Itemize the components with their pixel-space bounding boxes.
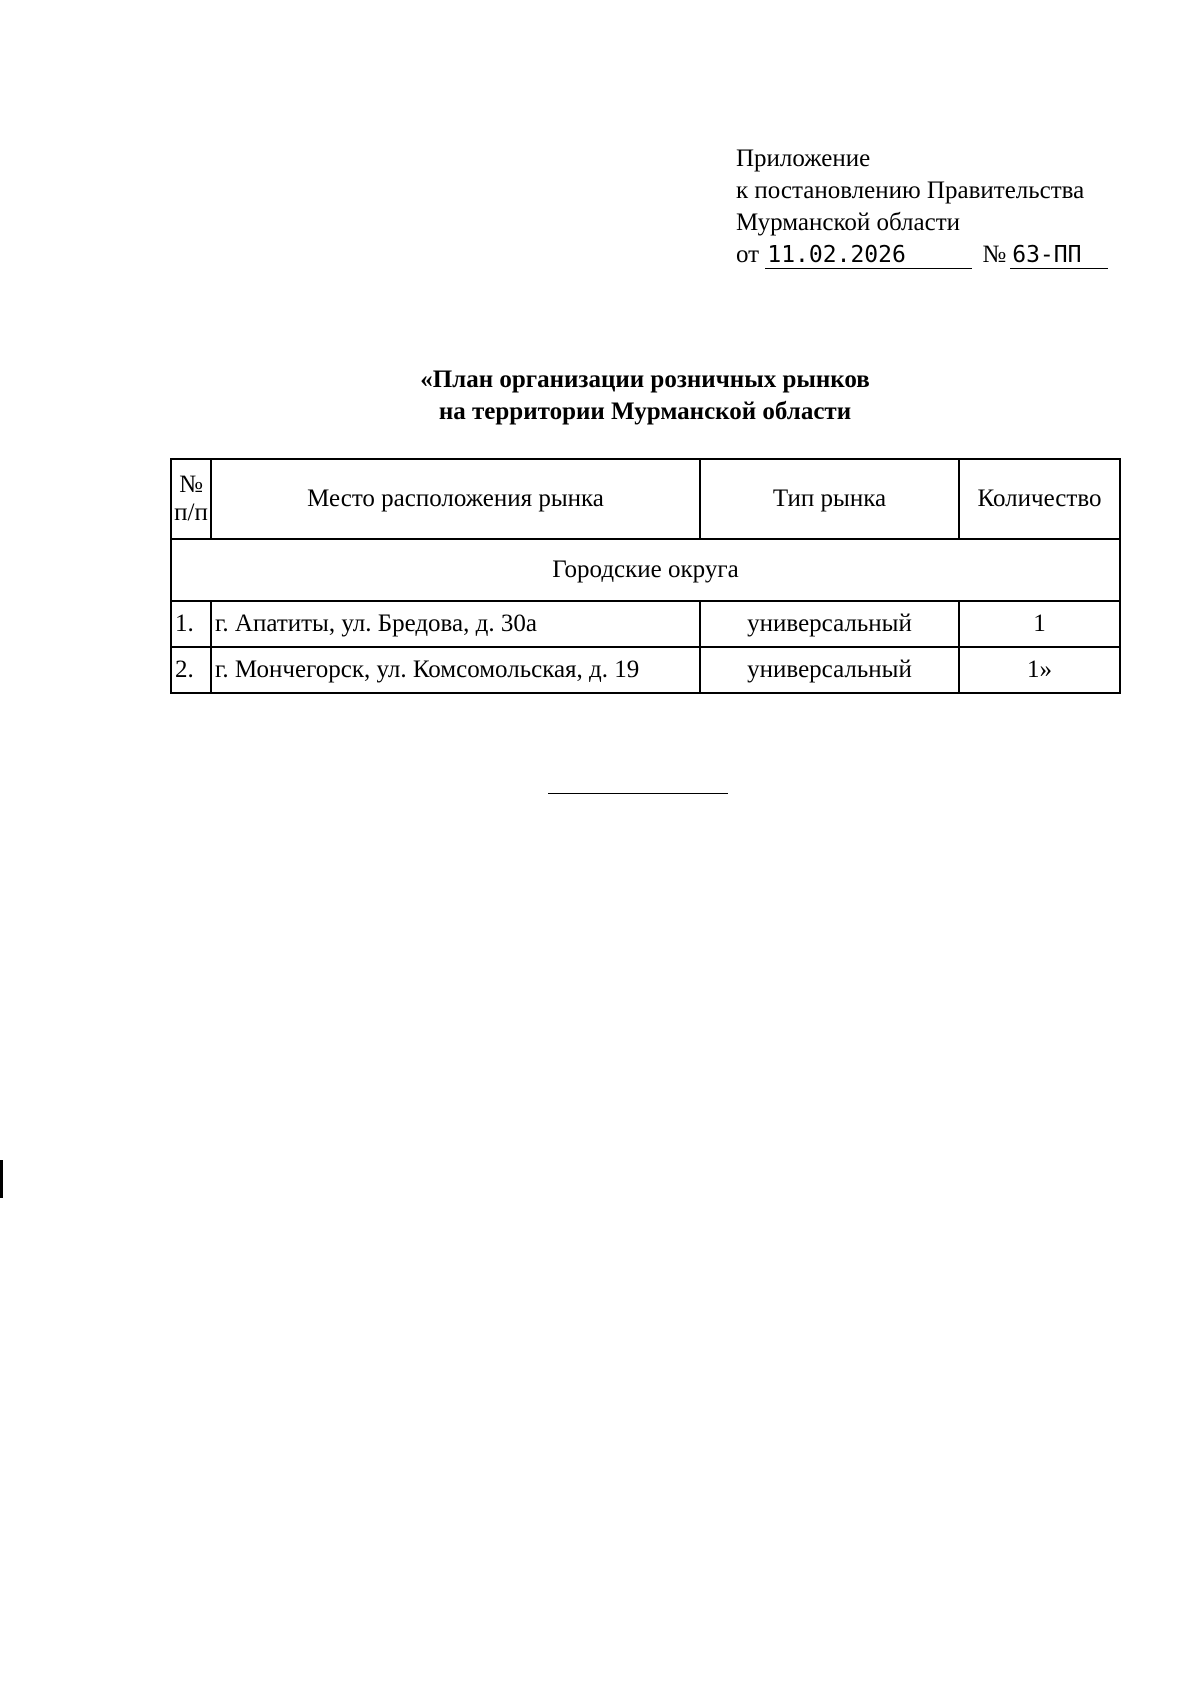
title-line-2: на территории Мурманской области (438, 398, 852, 425)
header-type: Тип рынка (700, 459, 959, 539)
header-number (171, 459, 211, 539)
row-number: 1. (171, 601, 211, 647)
resolution-date: 11.02.2026 (765, 242, 972, 269)
number-sign: № (982, 241, 1007, 268)
table-row (171, 601, 1120, 647)
section-row (171, 539, 1120, 601)
row-place: г. Апатиты, ул. Бредова, д. 30а (211, 601, 700, 647)
row-place: г. Мончегорск, ул. Комсомольская, д. 19 (211, 647, 700, 693)
header-quantity: Количество (959, 459, 1120, 539)
header-number-pp: п/п (174, 499, 208, 526)
row-type: универсальный (700, 647, 959, 693)
appendix-resolution-ref: к постановлению Правительства (736, 177, 1085, 204)
scan-margin-mark (0, 1160, 3, 1198)
table-header-row (171, 459, 1120, 539)
markets-table (170, 458, 1121, 694)
appendix-label: Приложение (736, 145, 871, 172)
table-row (171, 647, 1120, 693)
document-title (170, 364, 1120, 428)
row-quantity: 1 (959, 601, 1120, 647)
date-prefix: от (736, 241, 760, 268)
appendix-region: Мурманской области (736, 209, 961, 236)
appendix-date-number-line (736, 239, 1108, 271)
row-quantity: 1» (959, 647, 1120, 693)
header-place: Место расположения рынка (211, 459, 700, 539)
section-title: Городские округа (171, 539, 1120, 601)
title-line-1: «План организации розничных рынков (420, 366, 870, 393)
header-number-sign: № (179, 471, 203, 498)
row-type: универсальный (700, 601, 959, 647)
end-separator-line (548, 793, 728, 794)
row-number: 2. (171, 647, 211, 693)
appendix-header (736, 143, 1108, 271)
resolution-number: 63-ПП (1010, 242, 1108, 269)
